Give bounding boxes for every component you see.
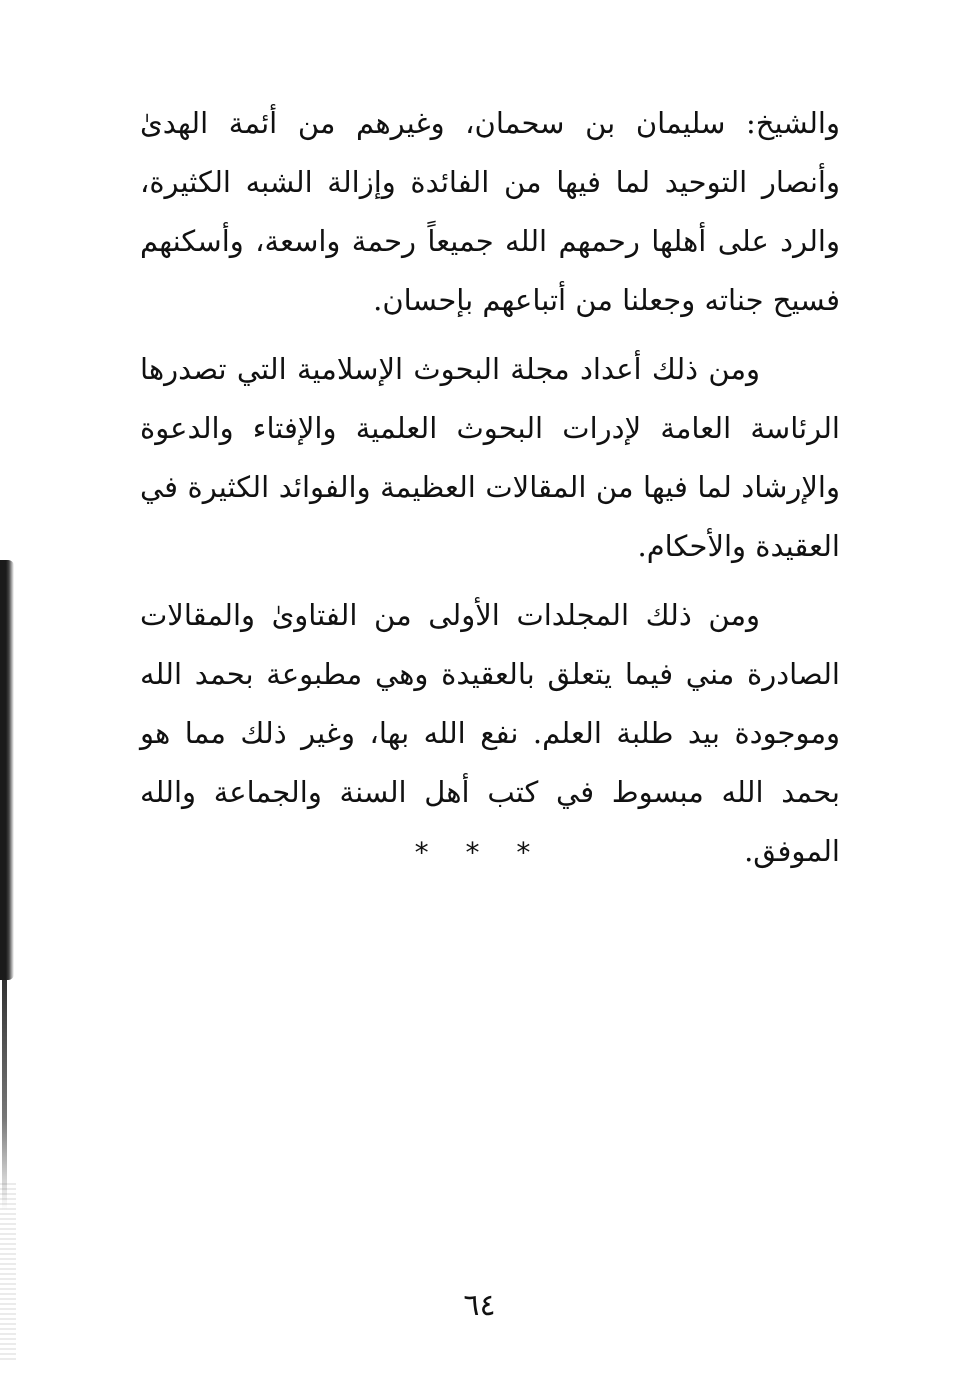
paragraph-2: ومن ذلك أعداد مجلة البحوث الإسلامية التي تصدرها الرئاسة العامة لإدرات البحوث العلمية والإفتاء والدعوة والإرشاد لما فيها من المقالات العظيمة والفوائد الكثيرة في العقيدة والأحكام. xyxy=(140,352,840,563)
paragraph-1: والشيخ: سليمان بن سحمان، وغيرهم من أئمة الهدىٰ وأنصار التوحيد لما فيها من الفائدة وإزالة الشبه الكثيرة، والرد على أهلها رحمهم الله جميعاً رحمة واسعة، وأسكنهم فسيح جناته وجعلنا من أتباعهم بإحسان. xyxy=(140,106,840,317)
paragraph-3: ومن ذلك المجلدات الأولى من الفتاوىٰ والمقالات الصادرة مني فيما يتعلق بالعقيدة وهي مطبوعة بحمد الله وموجودة بيد طلبة العلم. نفع الله بها، وغير ذلك مما هو بحمد الله مبسوط في كتب أهل السنة والجماعة والله الموفق. xyxy=(140,598,840,868)
body-text xyxy=(140,94,840,891)
scan-binding-shadow xyxy=(0,560,14,980)
page-number: ٦٤ xyxy=(463,1288,496,1323)
scan-noise-strip xyxy=(0,1180,16,1360)
section-separator: * * * xyxy=(414,836,545,869)
scan-edge-mark xyxy=(2,980,7,1210)
